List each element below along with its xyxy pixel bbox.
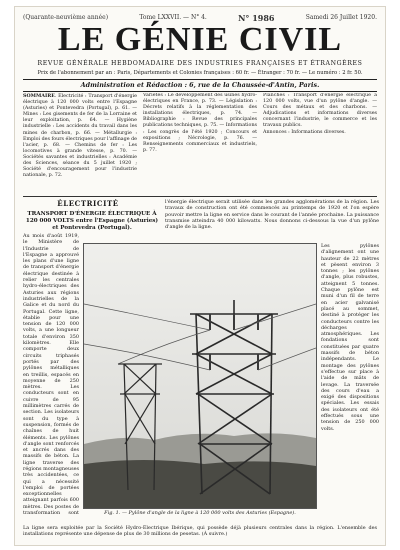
journal-page [14, 6, 386, 546]
series-text: (Quarante-neuvième année) [23, 14, 109, 21]
pylon-illustration [84, 244, 316, 508]
ground [84, 460, 316, 508]
masthead-subtitle: REVUE GÉNÉRALE HEBDOMADAIRE DES INDUSTRIES FRANÇAISES ET ÉTRANGÈRES [37, 60, 363, 67]
pylon-photograph [83, 243, 317, 509]
summary-column-1: SOMMAIRE. Électricité : Transport d'énergie électrique à 120 000 volts entre l'Espagne (Asturies) et Pontevedra (Portugal), p. 61. — Mines : Les gisements de fer de la Lorraine et leur exploitation, p. 64. — Hygiène industrielle : Les accidents du travail dans les mines de charbon, p. 66. — Métallurgie : Emploi des fours électriques pour l'affinage de l'acier, p. 68. — Chemins de fer : Les locomotives à grande vitesse, p. 70. — Sociétés savantes et industrielles : Académie des Sciences, séance du 5 juillet 1920 ; Société d'encouragement pour l'industrie nationale, p. 72. [23, 93, 137, 179]
article-title: TRANSPORT D'ÉNERGIE ÉLECTRIQUE À 120 000 VOLTS entre l'Espagne (Asturies) et Pontevedra (Portugal). [25, 211, 159, 231]
issue-date: Samedi 26 Juillet 1920. [305, 14, 377, 21]
summary-text-3: Planches : Transport d'énergie électrique à 120 000 volts, vue d'un pylône d'angle. — Cours des métaux et des charbons. — Adjudications et informations diverses concernant l'industrie, le commerce et les travaux publics. [263, 93, 377, 129]
article-body-left: Au mois d'août 1919, le Ministère de l'Industrie de l'Espagne a approuvé les plans d'une ligne de transport d'énergie électrique destinée à relier les centrales hydro-électriques des Asturies aux régions industrielles de la Galice et du nord du Portugal. Cette ligne, établie pour une tension de 120 000 volts, a une longueur totale d'environ 350 kilomètres. Elle comporte deux circuits triphasés portés par des pylônes métalliques en treillis, espacés en moyenne de 250 mètres. Les conducteurs sont en cuivre de 95 millimètres carrés de section. Les isolateurs sont du type à suspension, formés de chaînes de huit éléments. Les pylônes d'angle sont renforcés et ancrés dans des massifs de béton. La ligne traverse des régions montagneuses très accidentées, ce qui a nécessité l'emploi de portées exceptionnelles atteignant parfois 600 mètres. Des postes de transformation sont [23, 233, 79, 515]
photo-caption: Fig. 1. — Pylône d'angle de la ligne à 120 000 volts des Asturies (Espagne). [104, 510, 296, 516]
section-heading: ÉLECTRICITÉ [57, 199, 119, 208]
summary-separator [23, 196, 377, 197]
article-body-right: Les pylônes d'alignement ont une hauteur de 22 mètres et pèsent environ 3 tonnes ; les pylônes d'angle, plus robustes, atteignent 5 tonnes. Chaque pylône est muni d'un fil de terre en acier galvanisé placé au sommet, destiné à protéger les conducteurs contre les décharges atmosphériques. Les fondations sont constituées par quatre massifs de béton indépendants. Le montage des pylônes s'effectue sur place à l'aide de mâts de levage. La traversée des cours d'eau a exigé des dispositions spéciales. Les essais des isolateurs ont été effectués sous une tension de 250 000 volts. [321, 243, 379, 432]
article-body-top: l'énergie électrique serait utilisée dans les grandes agglomérations de la région. Les travaux de construction ont été commencés au printemps de 1920 et l'on espère pouvoir mettre la ligne en service dans le courant de l'année prochaine. La puissance transmise atteindra 40 000 kilowatts. Nous donnons ci-dessous la vue d'un pylône d'angle de la ligne. [165, 199, 379, 231]
administration-line: Administration et Rédaction : 6, rue de la Chaussée-d'Antin, Paris. [23, 79, 377, 92]
summary-column-2 [143, 93, 257, 193]
summary-block [23, 93, 377, 193]
summary-text-2: Variétés : Le développement des usines hydro-électriques en France, p. 73. — Législation : Décrets relatifs à la réglementation des installations électriques, p. 74. — Bibliographie : Revue des principales publications techniques, p. 75. — Informations : Les congrès de l'été 1920 ; Concours et expositions ; Nécrologie, p. 76. — Renseignements commerciaux et industriels, p. 77. [143, 93, 257, 153]
masthead-title: LE GÉNIE CIVIL [57, 21, 343, 58]
summary-end: Annonces : Informations diverses. [263, 129, 346, 135]
issue-number: N° 1986 [238, 13, 275, 23]
summary-column-3 [263, 93, 377, 193]
summary-text-1: Électricité : Transport d'énergie électrique à 120 000 volts entre l'Espagne (Asturies) et Pontevedra (Portugal), p. 61. — Mines : Les gisements de fer de la Lorraine et leur exploitation, p. 64. — Hygiène industrielle : Les accidents du travail dans les mines de charbon, p. 66. — Métallurgie : Emploi des fours électriques pour l'affinage de l'acier, p. 68. — Chemins de fer : Les locomotives à grande vitesse, p. 70. — Sociétés savantes et industrielles : Académie des Sciences, séance du 5 juillet 1920 ; Société d'encouragement pour l'industrie nationale, p. 72. [23, 94, 137, 179]
tome-text: Tome LXXVII. — N° 4. [139, 14, 207, 21]
subscription-prices: Prix de l'abonnement par an : Paris, Départements et Colonies françaises : 60 fr. — Étranger : 70 fr. — Le numéro : 2 fr. 50. [37, 70, 363, 76]
article-footer-text: La ligne sera exploitée par la Société Hydro-Électrique Ibérique, qui possède déjà plusieurs centrales dans la région. L'ensemble des installations représente une dépense de plus de 30 millions de pesetas. (À suivre.) [23, 525, 377, 537]
summary-lead: SOMMAIRE [23, 93, 55, 99]
